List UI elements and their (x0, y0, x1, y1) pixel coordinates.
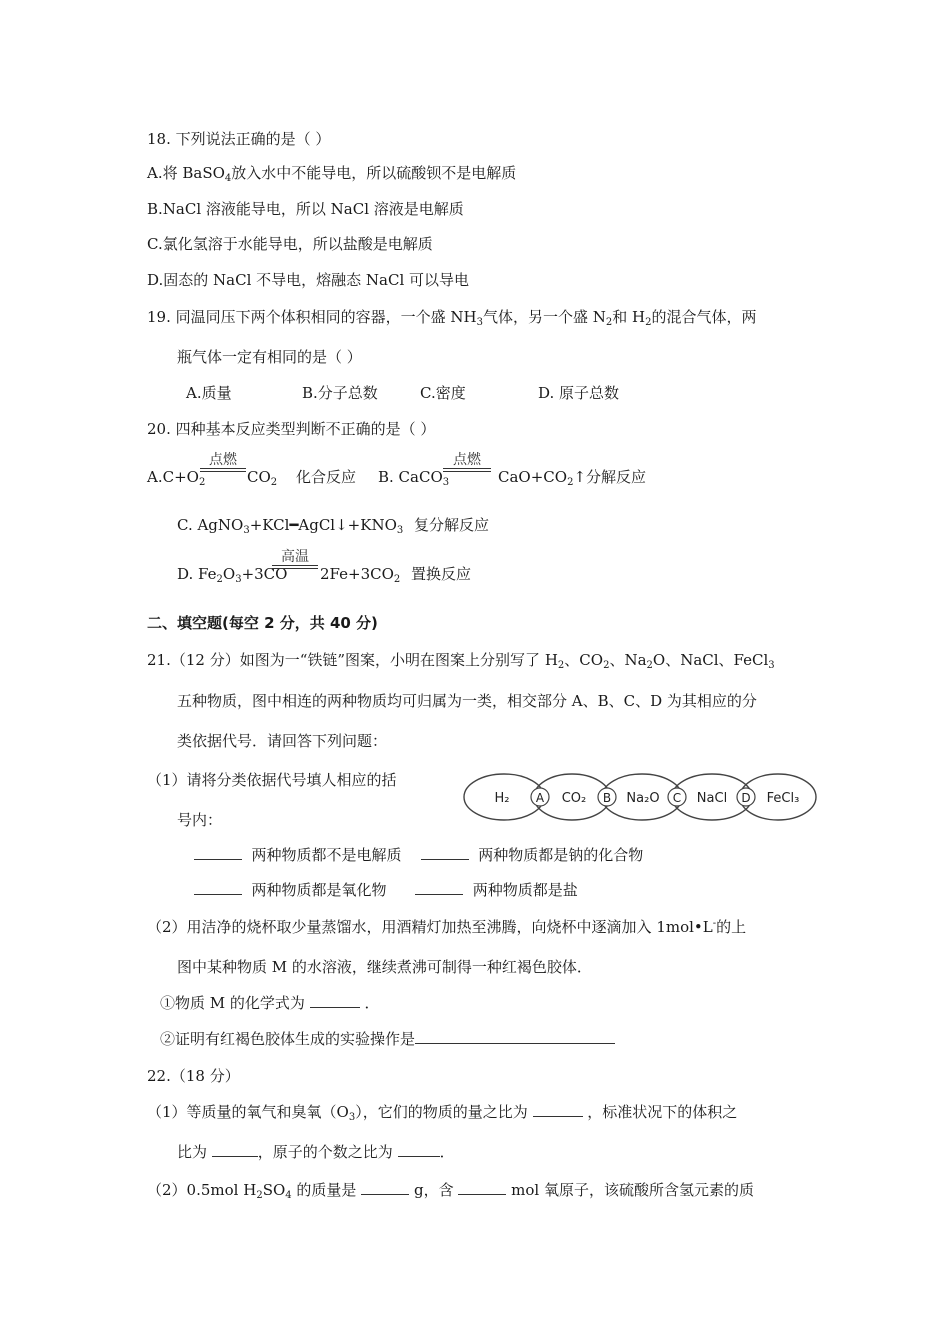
q20-option-c[interactable]: C. $AgNO_3+KCl━AgCl↓+KNO_3$ (177, 516, 404, 536)
iron-chain-diagram (462, 770, 818, 824)
chain-label-fecl3: FeCl₃ (766, 791, 800, 806)
q19-option-a[interactable]: A.质量 (186, 384, 232, 402)
q22-part2-line1: （2）0.5mol $H_2SO_4$ 的质量是 g，含 mol 氧原子，该硫酸所含氢元素的质 (147, 1181, 754, 1201)
chain-joint-label-d: D (741, 791, 751, 805)
q18-option-c[interactable]: C.氯化氢溶于水能导电，所以盐酸是电解质 (147, 235, 433, 253)
answer-blank-2[interactable] (421, 845, 469, 860)
q18-option-a[interactable]: A.将 BaSO$_4$放入水中不能导电，所以硫酸钡不是电解质 (147, 164, 517, 184)
answer-blank-3[interactable] (194, 880, 242, 895)
chain-label-nacl: NaCl (696, 791, 728, 806)
q21-blank-row1: 两种物质都不是电解质 两种物质都是钠的化合物 (194, 845, 643, 865)
q20-option-b-left[interactable]: B. CaCO$_3$ (378, 468, 450, 488)
q21-part1-line2: 号内： (177, 811, 223, 829)
q20-option-a-product: $CO_2$ (247, 468, 278, 488)
q22-heading: 22.（18 分） (147, 1067, 240, 1085)
q20-option-a-left[interactable]: $A.C+O_2$ (147, 468, 206, 488)
answer-blank-7[interactable] (533, 1102, 583, 1117)
q18-option-b[interactable]: B.NaCl 溶液能导电，所以 NaCl 溶液是电解质 (147, 200, 464, 218)
q18-stem: 18. 下列说法正确的是（ ） (147, 130, 331, 148)
q21-blank-row2: 两种物质都是氧化物 两种物质都是盐 (194, 880, 578, 900)
q19-option-c[interactable]: C.密度 (420, 384, 466, 402)
q21-sub2: ②证明有红褐色胶体生成的实验操作是 (160, 1029, 615, 1049)
q22-part1-line1: （1）等质量的氧气和臭氧$(O_3)$，它们的物质的量之比为 ，标准状况下的体积之 (147, 1103, 738, 1123)
q22-part1-line2: 比为 ，原子的个数之比为 ． (177, 1143, 455, 1161)
q20-option-d-type: 置换反应 (411, 565, 472, 583)
q21-stem-line2: 五种物质，图中相连的两种物质均可归属为一类，相交部分 A、B、C、D 为其相应的分 (177, 692, 757, 710)
section-heading: 二、填空题(每空 2 分，共 40 分) (147, 614, 378, 632)
chain-joint-label-b: B (602, 791, 612, 805)
answer-blank-1[interactable] (194, 845, 242, 860)
q21-stem-line3: 类依据代号．请回答下列问题： (177, 732, 388, 750)
q19-option-b[interactable]: B.分子总数 (302, 384, 378, 402)
answer-blank-8[interactable] (212, 1142, 258, 1157)
q20-stem: 20. 四种基本反应类型判断不正确的是（ ） (147, 420, 436, 438)
answer-blank-6[interactable] (415, 1029, 615, 1044)
q20-option-a-type: 化合反应 (296, 468, 357, 486)
q20-a-condition-arrow: 点燃 (200, 452, 246, 472)
q21-part2-line1: （2）用洁净的烧杯取少量蒸馏水，用酒精灯加热至沸腾，向烧杯中逐滴加入 1mol•L-的上 (147, 918, 747, 936)
q20-b-condition-arrow: 点燃 (443, 452, 491, 472)
answer-blank-10[interactable] (361, 1180, 409, 1195)
q20-option-b-product: $CaO+CO_2↑$分解反应 (498, 468, 647, 488)
answer-blank-11[interactable] (458, 1180, 506, 1195)
answer-blank-9[interactable] (398, 1142, 440, 1157)
q19-stem: 19. 同温同压下两个体积相同的容器，一个盛 $NH_3$气体，另一个盛 $N_2$和 $H_2$的混合气体，两 (147, 308, 757, 328)
answer-blank-4[interactable] (415, 880, 463, 895)
q19-stem-line2: 瓶气体一定有相同的是（ ） (177, 348, 362, 366)
chain-label-co2: CO₂ (561, 791, 587, 806)
q20-option-d-product: $2Fe+3CO_2$ (320, 565, 401, 585)
q18-option-d[interactable]: D.固态的 NaCl 不导电，熔融态 NaCl 可以导电 (147, 271, 470, 289)
chain-label-na2o: Na₂O (626, 791, 660, 806)
q20-option-d-left[interactable]: D. $Fe_2O_3+3CO$ (177, 565, 288, 585)
chain-joint-label-c: C (672, 791, 682, 805)
q21-part2-line2: 图中某种物质 M 的水溶液，继续煮沸可制得一种红褐色胶体． (177, 958, 592, 976)
chain-joint-label-a: A (535, 791, 545, 805)
q20-d-condition-arrow: 高温 (272, 549, 318, 569)
q21-part1-line1: （1）请将分类依据代号填人相应的括 (147, 771, 397, 789)
q20-option-c-type: 复分解反应 (414, 516, 490, 534)
q21-stem-line1: 21.（12 分）如图为一“铁链”图案，小明在图案上分别写了 $H_2$、$CO_2$、$Na_2O$、NaCl、FeCl$_3$ (147, 651, 775, 671)
q21-sub1: ①物质 M 的化学式为 ． (160, 994, 380, 1012)
answer-blank-5[interactable] (310, 993, 360, 1008)
q19-option-d[interactable]: D. 原子总数 (538, 384, 620, 402)
chain-label-h2: H₂ (494, 791, 510, 806)
